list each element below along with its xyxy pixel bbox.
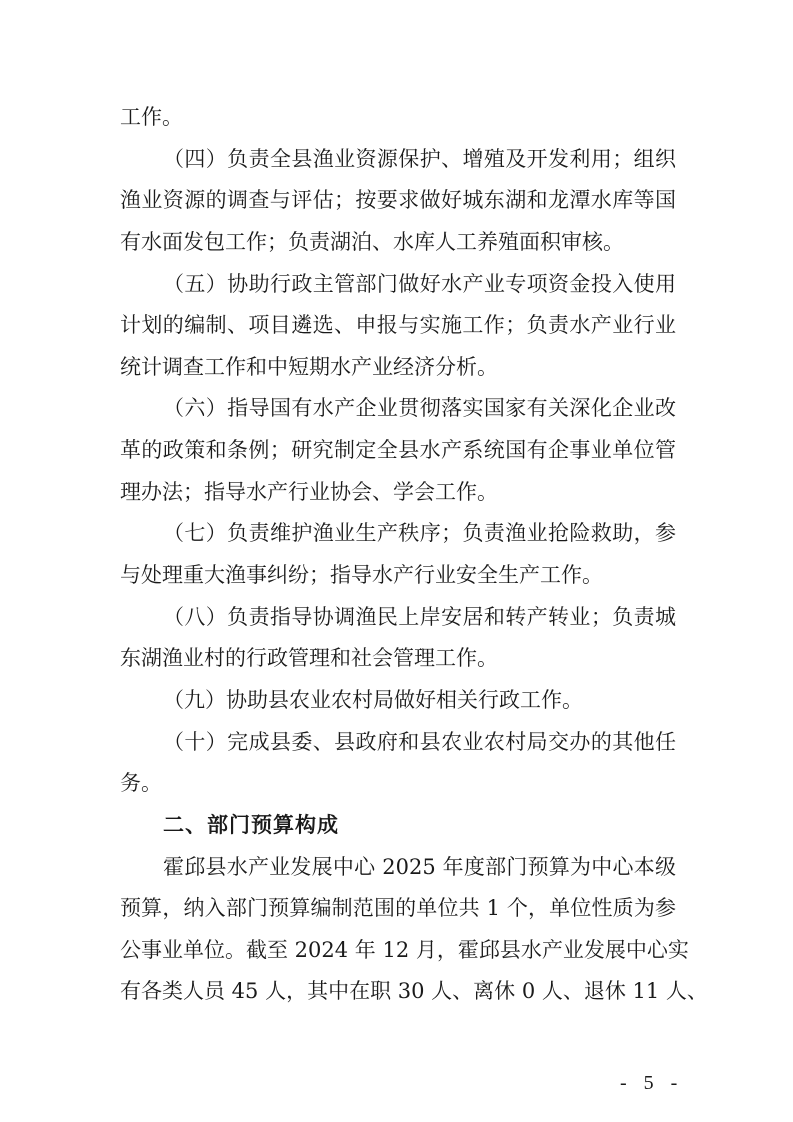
paragraph-item-5: （五）协助行政主管部门做好水产业专项资金投入使用 [163, 271, 676, 296]
paragraph-item-10: （十）完成县委、县政府和县农业农村局交办的其他任 [163, 729, 676, 754]
text-line: 理办法；指导水产行业协会、学会工作。 [120, 479, 498, 504]
text-line: 与处理重大渔事纠纷；指导水产行业安全生产工作。 [120, 563, 603, 588]
text-line: 公事业单位。截至 2024 年 12 月，霍邱县水产业发展中心实 [120, 937, 689, 962]
paragraph-item-8: （八）负责指导协调渔民上岸安居和转产转业；负责城 [163, 604, 676, 629]
text-line: 统计调查工作和中短期水产业经济分析。 [120, 354, 498, 379]
document-body [120, 97, 708, 1013]
page-number: - 5 - [620, 1072, 684, 1094]
paragraph-item-7: （七）负责维护渔业生产秩序；负责渔业抢险救助，参 [163, 521, 676, 546]
text-line: 计划的编制、项目遴选、申报与实施工作；负责水产业行业 [120, 313, 676, 338]
text-line: 渔业资源的调查与评估；按要求做好城东湖和龙潭水库等国 [120, 188, 676, 213]
text-line: 革的政策和条例；研究制定全县水产系统国有企事业单位管 [120, 438, 676, 463]
text-line: 预算，纳入部门预算编制范围的单位共 1 个，单位性质为参 [120, 896, 676, 921]
text-line: 务。 [120, 771, 162, 796]
text-line: 东湖渔业村的行政管理和社会管理工作。 [120, 646, 498, 671]
section-heading: 二、部门预算构成 [163, 812, 339, 837]
paragraph-item-4: （四）负责全县渔业资源保护、增殖及开发利用；组织 [163, 146, 676, 171]
text-line: 有各类人员 45 人，其中在职 30 人、离休 0 人、退休 11 人、 [120, 979, 708, 1004]
paragraph-item-6: （六）指导国有水产企业贯彻落实国家有关深化企业改 [163, 396, 676, 421]
budget-paragraph: 霍邱县水产业发展中心 2025 年度部门预算为中心本级 [163, 854, 676, 879]
text-line: 工作。 [120, 105, 183, 129]
paragraph-item-9: （九）协助县农业农村局做好相关行政工作。 [163, 687, 583, 712]
text-line: 有水面发包工作；负责湖泊、水库人工养殖面积审核。 [120, 229, 624, 254]
